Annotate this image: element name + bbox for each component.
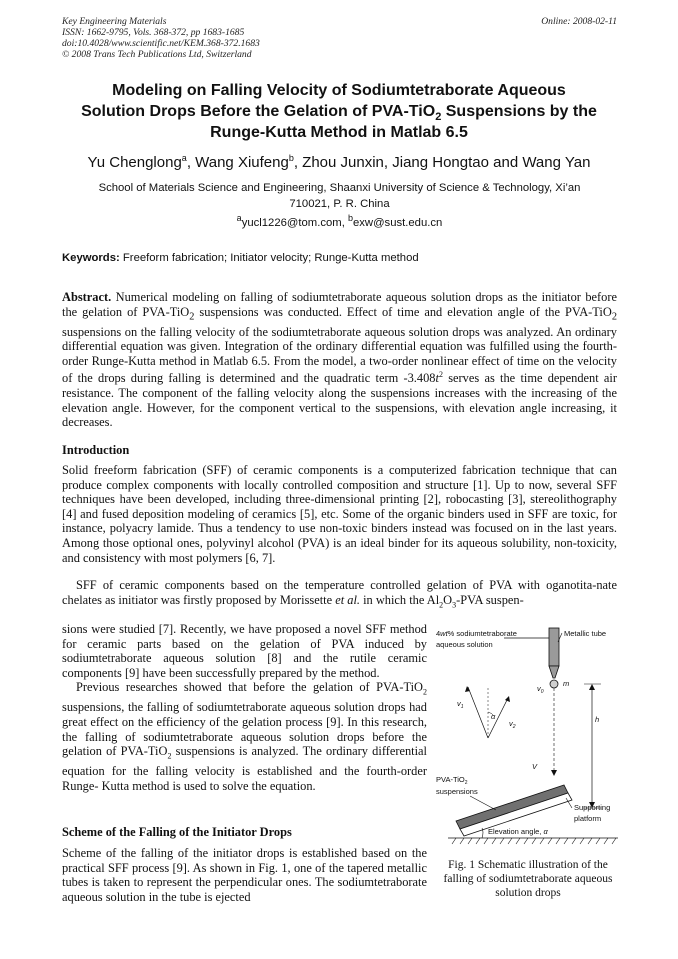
abstract-sup-2: 2 [438, 370, 443, 380]
alpha-label: α [491, 712, 496, 721]
introduction-paragraph-3 [62, 680, 427, 793]
affiliation-line-2: 710021, P. R. China [289, 197, 390, 210]
journal-header [62, 16, 617, 60]
abstract-text-2: suspensions was conducted. Effect of time and elevation angle of the PVA-TiO [194, 304, 612, 319]
support-label-line-1: Supporting [574, 803, 611, 812]
intro-p2-text-b: in which the Al [360, 592, 440, 607]
doi-line: doi:10.4028/www.scientific.net/KEM.368-372.1683 [62, 38, 260, 49]
metallic-tube-tip [549, 666, 559, 678]
v2-label: $v_2$ [509, 719, 516, 730]
intro-p2-sub-3: 3 [452, 600, 457, 610]
email-a: yucl1226@tom.com, [241, 217, 348, 229]
intro-p3-text-b: suspensions, the falling of sodiumtetraborate aqueous solution drops had great effect on the efficiency of the gelation process [9]. In this research, the falling of sodiumtetraborate aqueous solution drops before the gelation of PVA-TiO [62, 700, 427, 759]
keywords-label: Keywords: [62, 252, 120, 264]
abstract-sub-1: 2 [189, 311, 195, 323]
intro-p3-sub-1: 2 [423, 687, 427, 697]
title-line-2 [40, 101, 638, 122]
introduction-paragraph-2-rest: sions were studied [7]. Recently, we have proposed a novel SFF method for ceramic parts based on the gelation of PVA induced by sodiumtetraborate aqueous solution [8] and the rutile ceramic components [9] have been successfully prepared by the method. [62, 622, 427, 680]
elevation-angle-label: Elevation angle, α [488, 827, 548, 836]
introduction-column [62, 622, 427, 793]
title-line-2b: Suspensions by the [441, 103, 597, 120]
ground-hatching [452, 838, 616, 844]
abstract-text-1: Numerical modeling on falling of sodiumtetraborate aqueous solution drops as the initiator before the gelation of PVA-TiO [62, 290, 617, 319]
title-line-1: Modeling on Falling Velocity of Sodiumtetraborate Aqueous [112, 82, 566, 99]
intro-p2-etal: et al. [335, 592, 361, 607]
intro-p3-text-a: Previous researches showed that before the gelation of PVA-TiO [76, 680, 423, 695]
email-b-mark: b [347, 213, 353, 224]
intro-p3-sub-2: 2 [167, 751, 172, 761]
intro-p3-text-c: suspensions is analyzed. The ordinary differential equation for the falling velocity is established and the fourth-order Runge- Kutta method is used to solve the equation. [62, 744, 427, 793]
figure-1 [436, 620, 620, 860]
introduction-heading: Introduction [62, 443, 130, 457]
introduction-paragraph-2-lead [62, 578, 617, 613]
height-label: h [595, 715, 600, 724]
scheme-paragraph: Scheme of the falling of the initiator drops is established based on the practical SFF process [9]. As shown in Fig. 1, one of the tapered metallic tubes is taken to represent the perpendicular ones. The sodiumtetraborate aqueous solution in the tube is ejected [62, 846, 427, 904]
abstract-label: Abstract. [62, 290, 112, 304]
intro-p2-text-a: SFF of ceramic components based on the temperature controlled gelation of PVA with oganotita-nate chelates as initiator was firstly proposed by Morissette [62, 578, 617, 607]
velocity-component-v1 [468, 687, 488, 738]
velocity-arrowhead [551, 770, 557, 776]
keywords-text: Freeform fabrication; Initiator velocity; Runge-Kutta method [119, 252, 419, 264]
v1-arrowhead [465, 686, 470, 692]
abstract-text-3: suspensions on the falling velocity of the sodiumtetraborate aqueous solution drops was analyzed. An ordinary differential equation was given. Integration of the ordinary differential equation was fulfilled using the fourth-order Runge-Kutta method in Matlab 6.5. From the model, a two-order nonlinear effect of time on the velocity of the drops during falling is determined and the quadratic term -3.408 [62, 324, 617, 386]
support-label-line-2: platform [574, 814, 602, 823]
email-a-mark: a [236, 213, 242, 224]
height-arrow-up [589, 684, 595, 690]
solution-label-line-1: 4wt% sodiumtetraborate [436, 629, 517, 638]
metallic-tube-body [549, 628, 559, 666]
velocity-label: V [532, 762, 538, 771]
issn-line: ISSN: 1662-9795, Vols. 368-372, pp 1683-1685 [62, 27, 245, 38]
figure-1-caption: Fig. 1 Schematic illustration of the falling of sodiumtetraborate aqueous solution drops [443, 859, 613, 899]
author-2: , Wang Xiufeng [186, 154, 289, 171]
journal-name: Key Engineering Materials [62, 16, 167, 27]
v1-label: $v_1$ [457, 699, 464, 710]
suspension-leader-line [470, 796, 496, 810]
v0-label: $v_0$ [537, 684, 544, 695]
intro-p2-sub-2: 2 [439, 600, 444, 610]
author-list [40, 154, 638, 172]
scheme-heading: Scheme of the Falling of the Initiator Drops [62, 825, 292, 839]
paper-title [40, 80, 638, 143]
email-b: exw@sust.edu.cn [352, 217, 443, 229]
suspension-label-line-2: suspensions [436, 787, 478, 796]
author-1-mark: a [181, 153, 187, 163]
figure-1-diagram [436, 620, 620, 860]
abstract [62, 290, 617, 430]
copyright-line: © 2008 Trans Tech Publications Ltd, Switzerland [62, 49, 252, 60]
initiator-drop [550, 680, 558, 688]
title-subscript: 2 [435, 111, 442, 124]
abstract-sub-2: 2 [611, 311, 617, 323]
introduction-paragraph-1: Solid freeform fabrication (SFF) of ceramic components is a computerized fabrication technique that can produce complex components with locally controlled composition and structure [1]. Up to now, several SFF techniques have been developed, including three-dimensional printing [2], robocasting [3], stereolithography [4] and fused deposition modeling of ceramics [5], etc. Some of the organic binders used in SFF are toxic, for instance, polyacry lamide. Thus a tendency to use non-toxic binders instead was focused on in the last years. Among those optional ones, polyvinyl alcohol (PVA) is an ideal binder for its aqueous solubility, non-toxicity, and consistency with most polymers [6, 7]. [62, 463, 617, 565]
affiliation-line-1: School of Materials Science and Engineering, Shaanxi University of Science & Technology, Xi’an [98, 182, 581, 194]
intro-p2-text-c: O [443, 592, 453, 607]
keywords [62, 251, 617, 265]
tube-label: Metallic tube [564, 629, 607, 638]
abstract-var-t: t [435, 371, 439, 386]
v2-arrowhead [505, 696, 510, 702]
title-line-2a: Solution Drops Before the Gelation of PVA-TiO [81, 103, 436, 120]
mass-label: m [563, 679, 570, 688]
affiliation [62, 181, 617, 212]
author-2-mark: b [288, 153, 294, 163]
author-1: Yu Chenglong [87, 154, 182, 171]
online-date: Online: 2008-02-11 [541, 16, 617, 27]
author-emails [62, 213, 617, 230]
intro-p2-text-d: -PVA suspen- [456, 592, 524, 607]
solution-label-line-2: aqueous solution [436, 640, 493, 649]
authors-rest: , Zhou Junxin, Jiang Hongtao and Wang Yan [293, 154, 591, 171]
suspension-label-line-1: PVA-TiO$_2$ [436, 775, 468, 786]
title-line-3: Runge-Kutta Method in Matlab 6.5 [210, 124, 468, 141]
abstract-text-4: serves as the time dependent air resistance. The component of the falling velocity along the suspensions increases with the increasing of the elevation angle. However, for the component vertical to the suspensions, with elevation angle increasing, it decreases. [62, 371, 617, 430]
